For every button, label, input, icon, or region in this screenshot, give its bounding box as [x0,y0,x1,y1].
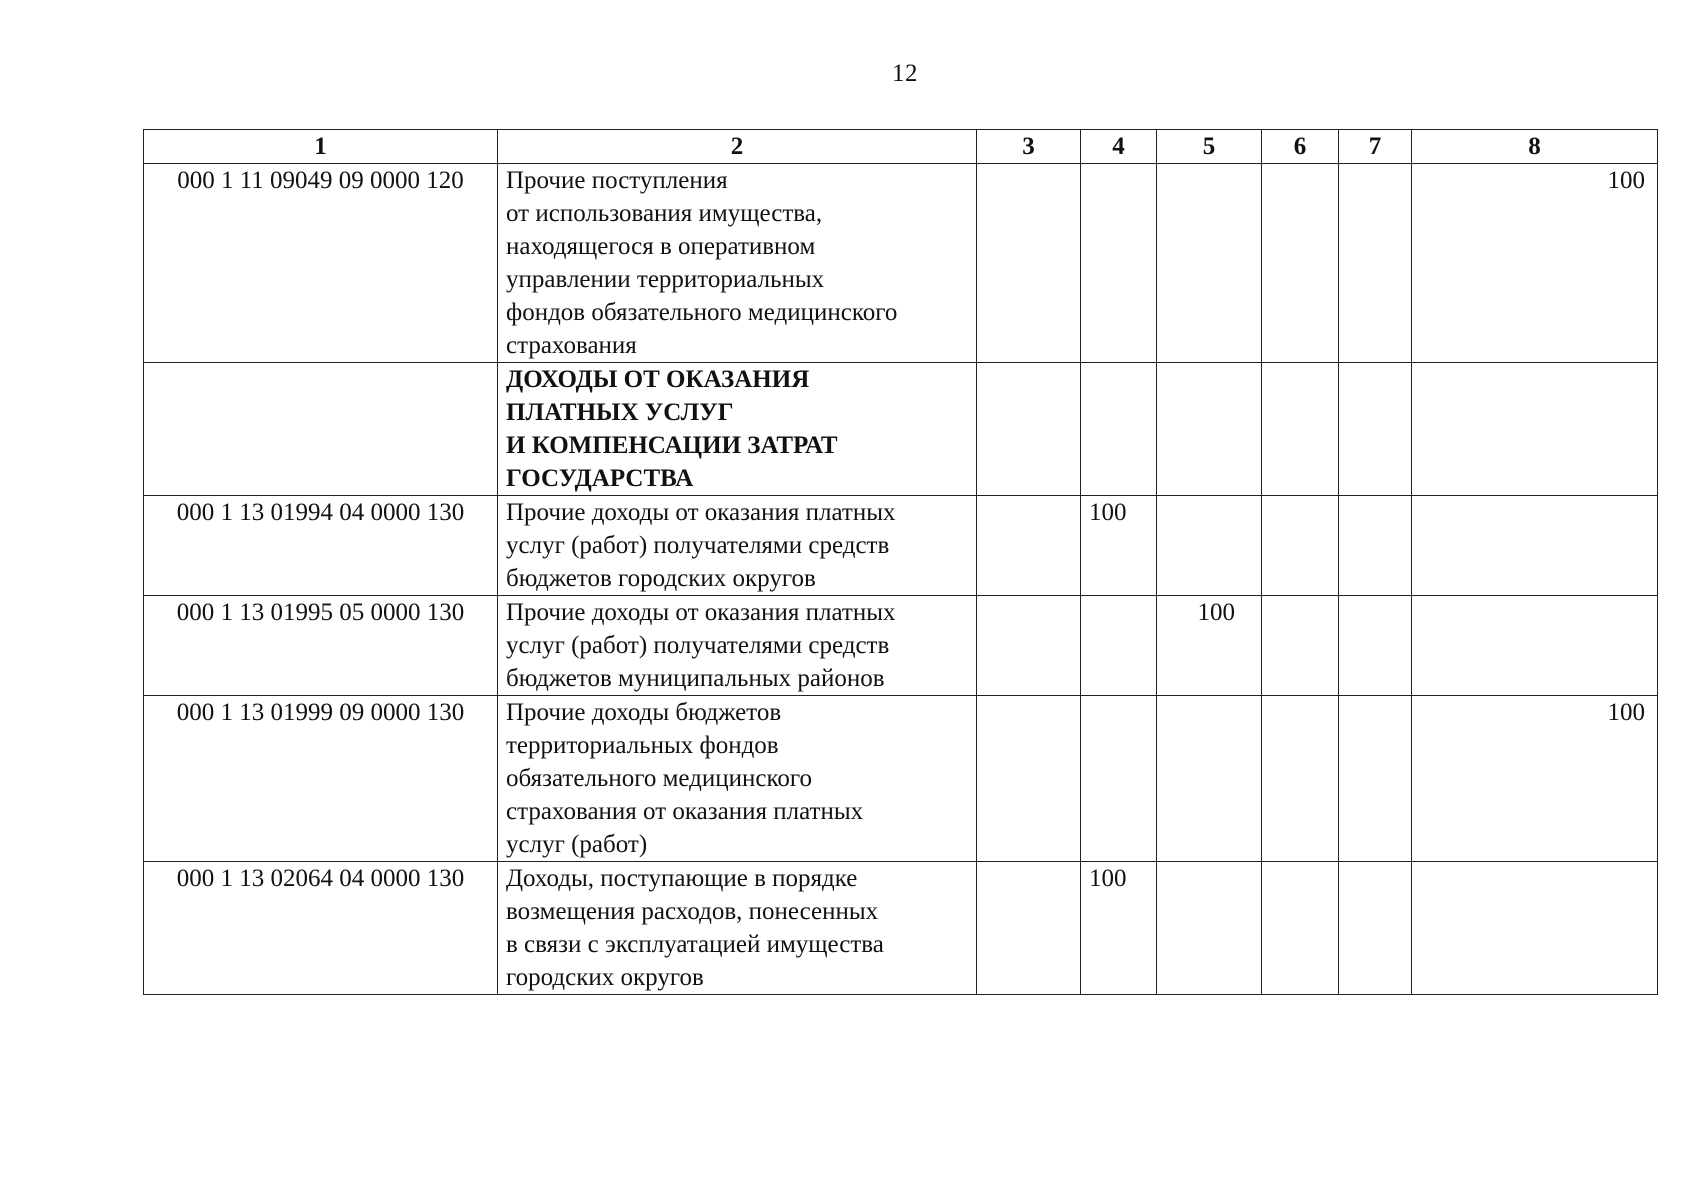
value-cell-column-8: 100 [1412,164,1658,363]
value-cell-column-7 [1339,696,1412,862]
column-header-7: 7 [1339,130,1412,164]
value-cell-column-4 [1081,596,1157,696]
value-cell-column-4 [1081,696,1157,862]
description-cell [498,596,977,696]
budget-code-cell [144,363,498,496]
budget-code-cell: 000 1 11 09049 09 0000 120 [144,164,498,363]
description-line: Прочие доходы бюджетов [506,699,782,726]
header-row [144,130,1658,164]
table-row [144,496,1658,596]
column-header-3: 3 [977,130,1081,164]
value-cell-column-6 [1262,363,1339,496]
value-cell-column-5: 100 [1157,596,1262,696]
description-line: ПЛАТНЫХ УСЛУГ [506,399,734,426]
column-header-5: 5 [1157,130,1262,164]
value-cell-column-5 [1157,363,1262,496]
description-cell [498,696,977,862]
budget-code-cell: 000 1 13 02064 04 0000 130 [144,862,498,995]
table-row [144,696,1658,862]
description-line: Прочие доходы от оказания платных [506,499,896,526]
description-line: ДОХОДЫ ОТ ОКАЗАНИЯ [506,366,810,393]
description-line: управлении территориальных [506,266,825,293]
value-cell-column-7 [1339,862,1412,995]
value-cell-column-6 [1262,496,1339,596]
value-cell-column-3 [977,696,1081,862]
description-line: Прочие доходы от оказания платных [506,599,896,626]
value-cell-column-6 [1262,862,1339,995]
value-cell-column-4: 100 [1081,496,1157,596]
description-line: страхования от оказания платных [506,798,864,825]
description-cell [498,164,977,363]
table-row [144,363,1658,496]
description-line: находящегося в оперативном [506,233,816,260]
value-cell-column-3 [977,363,1081,496]
description-line: от использования имущества, [506,200,823,227]
description-line: территориальных фондов [506,732,779,759]
description-line: ГОСУДАРСТВА [506,465,694,492]
column-header-4: 4 [1081,130,1157,164]
value-cell-column-7 [1339,164,1412,363]
description-line: возмещения расходов, понесенных [506,898,879,925]
value-cell-column-4 [1081,164,1157,363]
budget-code-cell: 000 1 13 01999 09 0000 130 [144,696,498,862]
description-line: городских округов [506,964,704,991]
section-heading-cell [498,363,977,496]
description-line: бюджетов муниципальных районов [506,665,885,692]
description-line: в связи с эксплуатацией имущества [506,931,884,958]
value-cell-column-5 [1157,862,1262,995]
column-header-6: 6 [1262,130,1339,164]
value-cell-column-6 [1262,596,1339,696]
description-cell [498,496,977,596]
value-cell-column-3 [977,596,1081,696]
value-cell-column-5 [1157,164,1262,363]
value-cell-column-4 [1081,363,1157,496]
table-body [144,164,1658,995]
value-cell-column-3 [977,496,1081,596]
value-cell-column-7 [1339,496,1412,596]
value-cell-column-6 [1262,696,1339,862]
value-cell-column-3 [977,862,1081,995]
value-cell-column-4: 100 [1081,862,1157,995]
value-cell-column-3 [977,164,1081,363]
value-cell-column-8 [1412,496,1658,596]
description-line: страхования [506,332,637,359]
description-line: услуг (работ) получателями средств [506,532,890,559]
value-cell-column-8 [1412,363,1658,496]
description-line: бюджетов городских округов [506,565,816,592]
value-cell-column-8 [1412,596,1658,696]
description-line: фондов обязательного медицинского [506,299,898,326]
budget-classification-table [143,129,1658,995]
column-header-8: 8 [1412,130,1658,164]
column-header-1: 1 [144,130,498,164]
description-line: обязательного медицинского [506,765,813,792]
value-cell-column-7 [1339,596,1412,696]
value-cell-column-7 [1339,363,1412,496]
value-cell-column-8: 100 [1412,696,1658,862]
description-cell [498,862,977,995]
description-line: услуг (работ) получателями средств [506,632,890,659]
value-cell-column-6 [1262,164,1339,363]
value-cell-column-8 [1412,862,1658,995]
page-number: 12 [892,60,918,87]
budget-code-cell: 000 1 13 01994 04 0000 130 [144,496,498,596]
table-row [144,164,1658,363]
description-line: услуг (работ) [506,831,648,858]
column-header-2: 2 [498,130,977,164]
value-cell-column-5 [1157,496,1262,596]
value-cell-column-5 [1157,696,1262,862]
description-line: Доходы, поступающие в порядке [506,865,858,892]
description-line: И КОМПЕНСАЦИИ ЗАТРАТ [506,432,838,459]
table-row [144,862,1658,995]
description-line: Прочие поступления [506,167,728,194]
table-row [144,596,1658,696]
budget-code-cell: 000 1 13 01995 05 0000 130 [144,596,498,696]
